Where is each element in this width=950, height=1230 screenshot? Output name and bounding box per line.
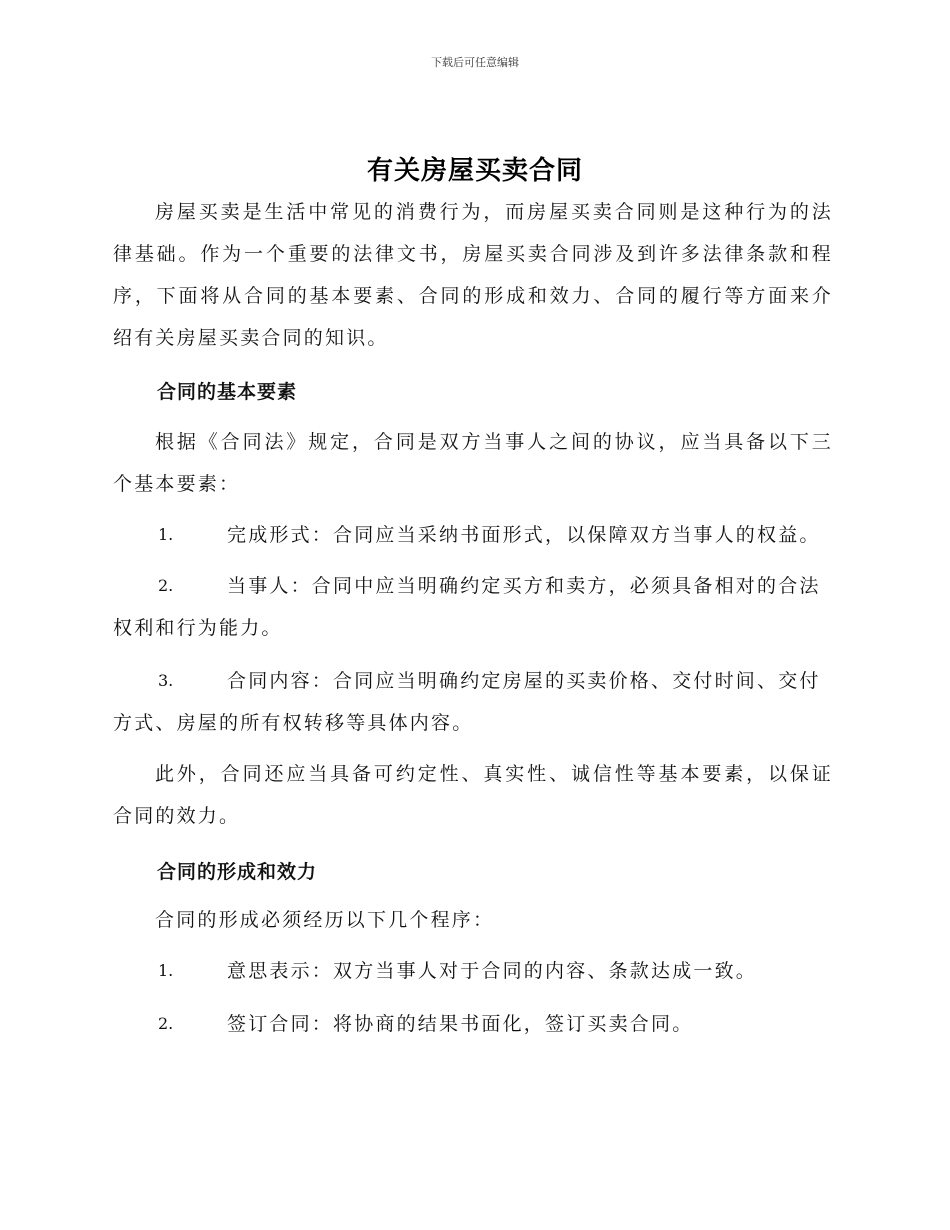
list-item-text: 签订合同：将协商的结果书面化，签订买卖合同。 [227, 1013, 694, 1035]
list-item-number: 3. [158, 671, 174, 690]
list-item-text: 意思表示：双方当事人对于合同的内容、条款达成一致。 [227, 960, 758, 982]
intro-paragraph: 房屋买卖是生活中常见的消费行为，而房屋买卖合同则是这种行为的法律基础。作为一个重要的法律文书，房屋买卖合同涉及到许多法律条款和程序，下面将从合同的基本要素、合同的形成和效力、合同的履行等方面来介绍有关房屋买卖合同的知识。 [113, 201, 833, 349]
section-heading-basic-elements: 合同的基本要素 [157, 381, 298, 403]
list-item [113, 660, 833, 744]
list-item-number: 1. [158, 525, 174, 544]
header-note: 下载后可任意编辑 [431, 56, 519, 69]
section1-closing-paragraph: 此外，合同还应当具备可约定性、真实性、诚信性等基本要素，以保证合同的效力。 [113, 763, 833, 827]
list-item-text: 合同内容：合同应当明确约定房屋的买卖价格、交付时间、交付方式、房屋的所有权转移等具体内容。 [113, 670, 821, 734]
list-item [113, 565, 833, 649]
list-item-number: 1. [158, 961, 174, 980]
section1-lead-paragraph: 根据《合同法》规定，合同是双方当事人之间的协议，应当具备以下三个基本要素： [113, 431, 833, 495]
list-item [113, 1003, 833, 1045]
section-heading-formation-validity: 合同的形成和效力 [157, 861, 318, 883]
list-item [113, 950, 833, 992]
list-item [113, 514, 833, 556]
list-item-number: 2. [158, 1014, 174, 1033]
list-item-text: 完成形式：合同应当采纳书面形式，以保障双方当事人的权益。 [227, 524, 821, 546]
list-item-number: 2. [158, 576, 174, 595]
list-item-text: 当事人：合同中应当明确约定买方和卖方，必须具备相对的合法权利和行为能力。 [113, 575, 821, 639]
document-title: 有关房屋买卖合同 [366, 156, 583, 186]
section2-lead-paragraph: 合同的形成必须经历以下几个程序： [155, 909, 495, 931]
